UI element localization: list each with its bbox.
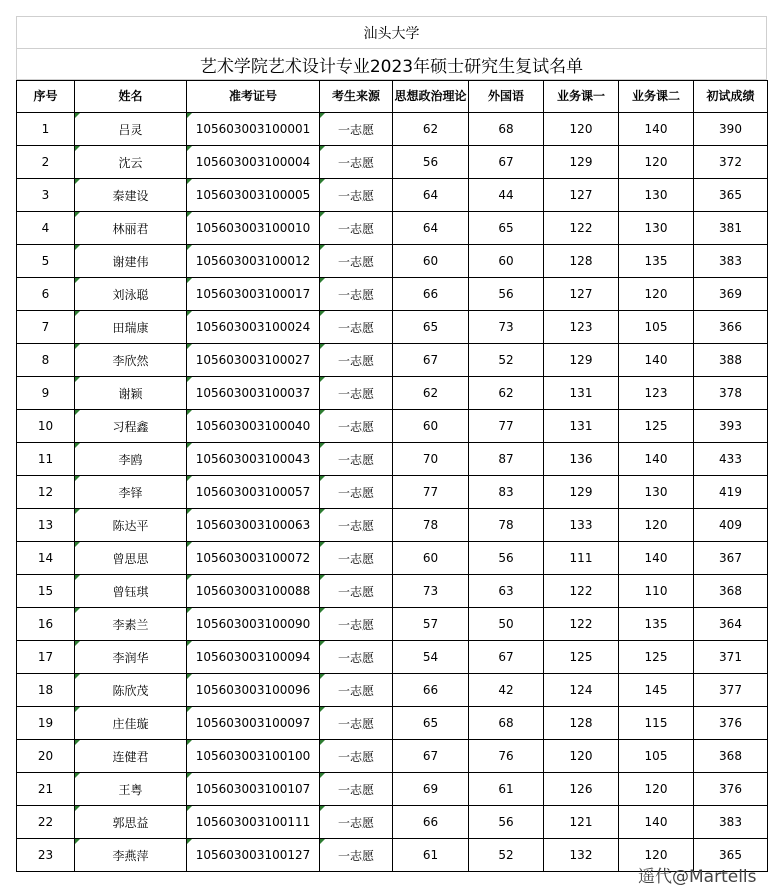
cell-col-name: 李燕萍	[75, 839, 187, 872]
cell-col-exam-id: 105603003100057	[187, 476, 320, 509]
cell-col-exam-id: 105603003100096	[187, 674, 320, 707]
cell-col-politics: 66	[393, 674, 469, 707]
cell-col-politics: 62	[393, 377, 469, 410]
cell-col-exam-id: 105603003100005	[187, 179, 320, 212]
cell-col-subject-2: 130	[619, 476, 694, 509]
cell-col-source: 一志愿	[320, 179, 393, 212]
cell-col-foreign-language: 83	[469, 476, 544, 509]
cell-col-foreign-language: 50	[469, 608, 544, 641]
cell-col-exam-id: 105603003100088	[187, 575, 320, 608]
cell-col-politics: 67	[393, 740, 469, 773]
header-col-foreign-language: 外国语	[469, 81, 544, 113]
cell-col-politics: 67	[393, 344, 469, 377]
cell-col-politics: 56	[393, 146, 469, 179]
cell-col-index: 15	[17, 575, 75, 608]
cell-col-index: 12	[17, 476, 75, 509]
cell-col-subject-1: 120	[544, 113, 619, 146]
cell-col-politics: 64	[393, 212, 469, 245]
cell-col-source: 一志愿	[320, 575, 393, 608]
cell-col-index: 2	[17, 146, 75, 179]
cell-col-source: 一志愿	[320, 839, 393, 872]
cell-col-exam-id: 105603003100040	[187, 410, 320, 443]
cell-col-total: 366	[694, 311, 768, 344]
cell-col-politics: 57	[393, 608, 469, 641]
cell-col-source: 一志愿	[320, 773, 393, 806]
cell-col-name: 刘泳聪	[75, 278, 187, 311]
cell-col-total: 393	[694, 410, 768, 443]
cell-col-source: 一志愿	[320, 344, 393, 377]
cell-col-subject-2: 130	[619, 212, 694, 245]
table-row	[17, 179, 768, 212]
cell-col-politics: 64	[393, 179, 469, 212]
cell-col-total: 383	[694, 806, 768, 839]
cell-col-subject-2: 140	[619, 113, 694, 146]
cell-col-index: 18	[17, 674, 75, 707]
cell-col-subject-1: 128	[544, 245, 619, 278]
table-row	[17, 674, 768, 707]
cell-col-source: 一志愿	[320, 542, 393, 575]
cell-col-name: 谢建伟	[75, 245, 187, 278]
cell-col-index: 17	[17, 641, 75, 674]
cell-col-subject-2: 140	[619, 806, 694, 839]
cell-col-source: 一志愿	[320, 509, 393, 542]
cell-col-source: 一志愿	[320, 113, 393, 146]
cell-col-source: 一志愿	[320, 146, 393, 179]
cell-col-index: 23	[17, 839, 75, 872]
header-col-total: 初试成绩	[694, 81, 768, 113]
cell-col-name: 李鸥	[75, 443, 187, 476]
cell-col-subject-1: 127	[544, 179, 619, 212]
cell-col-total: 433	[694, 443, 768, 476]
cell-col-foreign-language: 44	[469, 179, 544, 212]
cell-col-foreign-language: 52	[469, 344, 544, 377]
cell-col-name: 沈云	[75, 146, 187, 179]
cell-col-subject-2: 135	[619, 245, 694, 278]
cell-col-foreign-language: 73	[469, 311, 544, 344]
cell-col-subject-2: 120	[619, 839, 694, 872]
university-name: 汕头大学	[16, 16, 767, 48]
header-row	[17, 81, 768, 113]
table-row	[17, 146, 768, 179]
cell-col-source: 一志愿	[320, 806, 393, 839]
cell-col-name: 习程鑫	[75, 410, 187, 443]
cell-col-exam-id: 105603003100024	[187, 311, 320, 344]
cell-col-subject-1: 131	[544, 377, 619, 410]
cell-col-index: 5	[17, 245, 75, 278]
cell-col-foreign-language: 63	[469, 575, 544, 608]
header-col-exam-id: 准考证号	[187, 81, 320, 113]
cell-col-total: 419	[694, 476, 768, 509]
cell-col-foreign-language: 56	[469, 542, 544, 575]
cell-col-total: 409	[694, 509, 768, 542]
table-row	[17, 113, 768, 146]
cell-col-subject-1: 128	[544, 707, 619, 740]
cell-col-name: 庄佳璇	[75, 707, 187, 740]
cell-col-foreign-language: 61	[469, 773, 544, 806]
cell-col-subject-1: 122	[544, 212, 619, 245]
cell-col-foreign-language: 56	[469, 806, 544, 839]
cell-col-subject-1: 121	[544, 806, 619, 839]
cell-col-total: 383	[694, 245, 768, 278]
cell-col-foreign-language: 65	[469, 212, 544, 245]
cell-col-foreign-language: 77	[469, 410, 544, 443]
cell-col-name: 秦建设	[75, 179, 187, 212]
header-col-subject-1: 业务课一	[544, 81, 619, 113]
cell-col-politics: 69	[393, 773, 469, 806]
cell-col-index: 7	[17, 311, 75, 344]
header-col-name: 姓名	[75, 81, 187, 113]
cell-col-index: 21	[17, 773, 75, 806]
table-row	[17, 377, 768, 410]
cell-col-subject-1: 120	[544, 740, 619, 773]
cell-col-total: 368	[694, 575, 768, 608]
table-row	[17, 707, 768, 740]
cell-col-name: 李铎	[75, 476, 187, 509]
cell-col-politics: 77	[393, 476, 469, 509]
cell-col-source: 一志愿	[320, 476, 393, 509]
cell-col-subject-2: 140	[619, 443, 694, 476]
header-col-source: 考生来源	[320, 81, 393, 113]
cell-col-exam-id: 105603003100012	[187, 245, 320, 278]
cell-col-politics: 73	[393, 575, 469, 608]
cell-col-foreign-language: 68	[469, 113, 544, 146]
cell-col-foreign-language: 67	[469, 146, 544, 179]
cell-col-total: 367	[694, 542, 768, 575]
cell-col-name: 连健君	[75, 740, 187, 773]
table-row	[17, 344, 768, 377]
cell-col-subject-1: 122	[544, 608, 619, 641]
cell-col-total: 372	[694, 146, 768, 179]
cell-col-source: 一志愿	[320, 641, 393, 674]
cell-col-exam-id: 105603003100004	[187, 146, 320, 179]
cell-col-subject-2: 125	[619, 410, 694, 443]
table-row	[17, 212, 768, 245]
cell-col-foreign-language: 42	[469, 674, 544, 707]
cell-col-index: 14	[17, 542, 75, 575]
table-row	[17, 410, 768, 443]
cell-col-subject-1: 111	[544, 542, 619, 575]
cell-col-subject-1: 122	[544, 575, 619, 608]
cell-col-politics: 62	[393, 113, 469, 146]
cell-col-source: 一志愿	[320, 410, 393, 443]
cell-col-subject-1: 123	[544, 311, 619, 344]
cell-col-exam-id: 105603003100100	[187, 740, 320, 773]
cell-col-total: 365	[694, 179, 768, 212]
cell-col-index: 3	[17, 179, 75, 212]
cell-col-politics: 65	[393, 707, 469, 740]
cell-col-source: 一志愿	[320, 443, 393, 476]
cell-col-source: 一志愿	[320, 608, 393, 641]
cell-col-total: 371	[694, 641, 768, 674]
cell-col-name: 王粤	[75, 773, 187, 806]
cell-col-subject-2: 135	[619, 608, 694, 641]
cell-col-index: 13	[17, 509, 75, 542]
cell-col-subject-1: 131	[544, 410, 619, 443]
cell-col-name: 李素兰	[75, 608, 187, 641]
watermark: 遥代@Martells	[638, 867, 757, 887]
cell-col-name: 田瑞康	[75, 311, 187, 344]
header-col-subject-2: 业务课二	[619, 81, 694, 113]
cell-col-source: 一志愿	[320, 311, 393, 344]
cell-col-subject-2: 123	[619, 377, 694, 410]
table-row	[17, 443, 768, 476]
cell-col-index: 16	[17, 608, 75, 641]
cell-col-subject-1: 125	[544, 641, 619, 674]
cell-col-index: 6	[17, 278, 75, 311]
cell-col-foreign-language: 62	[469, 377, 544, 410]
cell-col-source: 一志愿	[320, 377, 393, 410]
cell-col-subject-1: 129	[544, 344, 619, 377]
cell-col-subject-2: 140	[619, 542, 694, 575]
table-row	[17, 773, 768, 806]
cell-col-name: 林丽君	[75, 212, 187, 245]
cell-col-subject-1: 129	[544, 476, 619, 509]
header-col-index: 序号	[17, 81, 75, 113]
cell-col-name: 李润华	[75, 641, 187, 674]
cell-col-name: 吕灵	[75, 113, 187, 146]
table-row	[17, 311, 768, 344]
cell-col-foreign-language: 68	[469, 707, 544, 740]
cell-col-index: 9	[17, 377, 75, 410]
cell-col-exam-id: 105603003100037	[187, 377, 320, 410]
cell-col-total: 376	[694, 773, 768, 806]
cell-col-politics: 60	[393, 245, 469, 278]
cell-col-foreign-language: 78	[469, 509, 544, 542]
cell-col-source: 一志愿	[320, 674, 393, 707]
table-row	[17, 575, 768, 608]
admission-table	[16, 80, 768, 872]
cell-col-index: 1	[17, 113, 75, 146]
cell-col-exam-id: 105603003100027	[187, 344, 320, 377]
cell-col-total: 364	[694, 608, 768, 641]
cell-col-name: 谢颖	[75, 377, 187, 410]
cell-col-total: 378	[694, 377, 768, 410]
table-row	[17, 278, 768, 311]
cell-col-exam-id: 105603003100090	[187, 608, 320, 641]
cell-col-total: 369	[694, 278, 768, 311]
cell-col-foreign-language: 76	[469, 740, 544, 773]
cell-col-total: 368	[694, 740, 768, 773]
table-row	[17, 245, 768, 278]
cell-col-subject-2: 105	[619, 311, 694, 344]
cell-col-subject-2: 105	[619, 740, 694, 773]
cell-col-subject-2: 145	[619, 674, 694, 707]
cell-col-subject-1: 129	[544, 146, 619, 179]
cell-col-name: 郭思益	[75, 806, 187, 839]
cell-col-subject-1: 133	[544, 509, 619, 542]
cell-col-politics: 78	[393, 509, 469, 542]
table-body	[17, 113, 768, 872]
cell-col-name: 陈达平	[75, 509, 187, 542]
header-col-politics: 思想政治理论	[393, 81, 469, 113]
cell-col-politics: 66	[393, 806, 469, 839]
cell-col-subject-1: 126	[544, 773, 619, 806]
cell-col-subject-2: 120	[619, 509, 694, 542]
cell-col-index: 8	[17, 344, 75, 377]
cell-col-foreign-language: 87	[469, 443, 544, 476]
cell-col-subject-2: 115	[619, 707, 694, 740]
cell-col-exam-id: 105603003100043	[187, 443, 320, 476]
cell-col-index: 11	[17, 443, 75, 476]
cell-col-total: 388	[694, 344, 768, 377]
cell-col-source: 一志愿	[320, 707, 393, 740]
table-row	[17, 740, 768, 773]
cell-col-exam-id: 105603003100097	[187, 707, 320, 740]
table-row	[17, 476, 768, 509]
table-row	[17, 509, 768, 542]
cell-col-index: 22	[17, 806, 75, 839]
cell-col-exam-id: 105603003100107	[187, 773, 320, 806]
cell-col-subject-1: 132	[544, 839, 619, 872]
cell-col-politics: 65	[393, 311, 469, 344]
cell-col-exam-id: 105603003100127	[187, 839, 320, 872]
cell-col-total: 377	[694, 674, 768, 707]
cell-col-exam-id: 105603003100010	[187, 212, 320, 245]
spreadsheet	[16, 16, 767, 872]
list-title: 艺术学院艺术设计专业2023年硕士研究生复试名单	[16, 48, 767, 80]
cell-col-subject-2: 130	[619, 179, 694, 212]
cell-col-index: 20	[17, 740, 75, 773]
cell-col-source: 一志愿	[320, 245, 393, 278]
cell-col-exam-id: 105603003100094	[187, 641, 320, 674]
cell-col-total: 390	[694, 113, 768, 146]
cell-col-subject-2: 140	[619, 344, 694, 377]
cell-col-exam-id: 105603003100111	[187, 806, 320, 839]
cell-col-subject-2: 120	[619, 773, 694, 806]
cell-col-name: 陈欣茂	[75, 674, 187, 707]
cell-col-total: 365	[694, 839, 768, 872]
cell-col-politics: 66	[393, 278, 469, 311]
table-row	[17, 608, 768, 641]
cell-col-total: 376	[694, 707, 768, 740]
table-row	[17, 806, 768, 839]
cell-col-exam-id: 105603003100001	[187, 113, 320, 146]
table-row	[17, 542, 768, 575]
cell-col-exam-id: 105603003100072	[187, 542, 320, 575]
cell-col-subject-1: 124	[544, 674, 619, 707]
cell-col-exam-id: 105603003100017	[187, 278, 320, 311]
cell-col-politics: 60	[393, 410, 469, 443]
cell-col-subject-2: 120	[619, 146, 694, 179]
cell-col-foreign-language: 56	[469, 278, 544, 311]
cell-col-politics: 70	[393, 443, 469, 476]
cell-col-politics: 60	[393, 542, 469, 575]
cell-col-politics: 61	[393, 839, 469, 872]
cell-col-politics: 54	[393, 641, 469, 674]
cell-col-subject-1: 127	[544, 278, 619, 311]
cell-col-subject-2: 125	[619, 641, 694, 674]
cell-col-name: 曾思思	[75, 542, 187, 575]
cell-col-source: 一志愿	[320, 212, 393, 245]
cell-col-foreign-language: 60	[469, 245, 544, 278]
cell-col-index: 19	[17, 707, 75, 740]
cell-col-foreign-language: 67	[469, 641, 544, 674]
cell-col-source: 一志愿	[320, 740, 393, 773]
cell-col-index: 10	[17, 410, 75, 443]
cell-col-subject-2: 120	[619, 278, 694, 311]
table-row	[17, 641, 768, 674]
cell-col-foreign-language: 52	[469, 839, 544, 872]
cell-col-source: 一志愿	[320, 278, 393, 311]
cell-col-subject-1: 136	[544, 443, 619, 476]
cell-col-name: 李欣然	[75, 344, 187, 377]
cell-col-exam-id: 105603003100063	[187, 509, 320, 542]
cell-col-name: 曾钰琪	[75, 575, 187, 608]
cell-col-subject-2: 110	[619, 575, 694, 608]
cell-col-index: 4	[17, 212, 75, 245]
cell-col-total: 381	[694, 212, 768, 245]
